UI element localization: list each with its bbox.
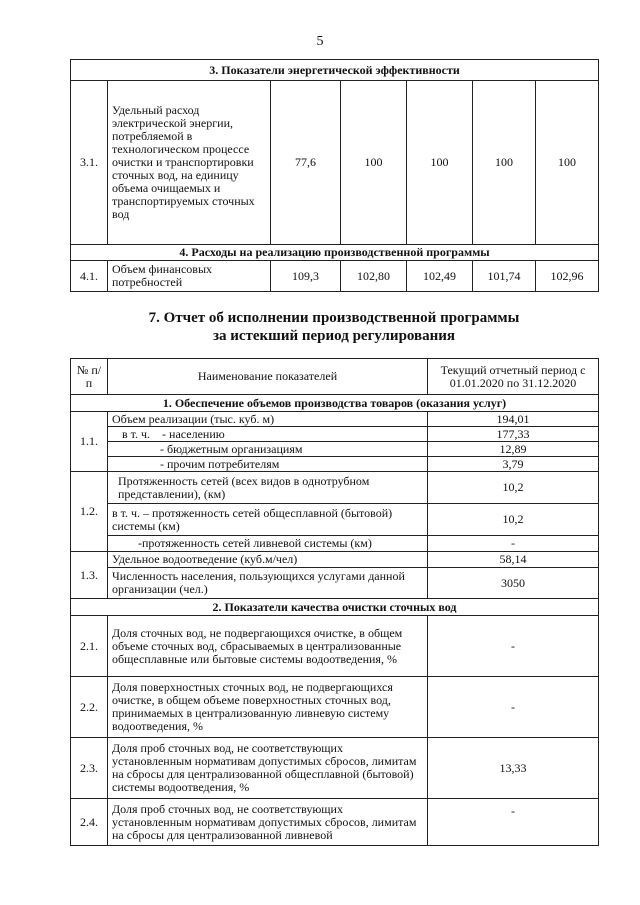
- section-title-line-2: за истекший период регулирования: [212, 328, 456, 344]
- row-2-1-value: -: [428, 616, 599, 677]
- row-2-2-number: 2.2.: [71, 677, 108, 738]
- row-2-3-name: Доля проб сточных вод, не соответствующих установленным нормативам допустимых сбросов, лимитам на сбросы для централизованной общесплавной (бытовой) системы водоотведения, %: [108, 738, 428, 799]
- row-3-1-name: Удельный расход электрической энергии, потребляемой в технологическом процессе очистки и транспортировки сточных вод, на единицу объема очищаемых и транспортируемых сточных вод: [108, 81, 271, 245]
- row-1-3-specific-value: 58,14: [428, 552, 599, 568]
- section-3-header: 3. Показатели энергетической эффективности: [71, 60, 599, 81]
- row-1-2-storm-length-name: -протяженность сетей ливневой системы (км): [108, 536, 428, 552]
- header-name: Наименование показателей: [108, 359, 428, 395]
- row-4-1-name: Объем финансовых потребностей: [108, 261, 271, 292]
- row-2-4-value: -: [428, 799, 599, 846]
- row-1-1-budget-value: 12,89: [428, 442, 599, 457]
- row-1-2-network-length-value: 10,2: [428, 472, 599, 504]
- header-number: № п/п: [71, 359, 108, 395]
- row-2-1-number: 2.1.: [71, 616, 108, 677]
- row-1-1-other-value: 3,79: [428, 457, 599, 472]
- energy-efficiency-table: [70, 59, 599, 292]
- section-title-line-1: 7. Отчет об исполнении производственной программы: [148, 310, 520, 326]
- program-report-table: [70, 358, 599, 846]
- row-1-1-sales-value: 194,01: [428, 412, 599, 427]
- row-3-1-value-4: 100: [473, 81, 536, 245]
- row-3-1-value-2: 100: [341, 81, 407, 245]
- row-4-1-value-5: 102,96: [536, 261, 599, 292]
- row-1-1-sales-name: Объем реализации (тыс. куб. м): [108, 412, 428, 427]
- row-1-2-sewer-length-value: 10,2: [428, 504, 599, 536]
- row-1-1-budget-name: - бюджетным организациям: [108, 442, 428, 457]
- row-1-2-storm-length-value: -: [428, 536, 599, 552]
- row-4-1-number: 4.1.: [71, 261, 108, 292]
- section-1-header: 1. Обеспечение объемов производства товаров (оказания услуг): [71, 395, 599, 412]
- row-1-3-number: 1.3.: [71, 552, 108, 599]
- row-2-2-value: -: [428, 677, 599, 738]
- row-4-1-value-1: 109,3: [271, 261, 341, 292]
- row-2-1-name: Доля сточных вод, не подвергающихся очистке, в общем объеме сточных вод, сбрасываемых в централизованные общесплавные или бытовые системы водоотведения, %: [108, 616, 428, 677]
- row-2-4-number: 2.4.: [71, 799, 108, 846]
- row-2-2-name: Доля поверхностных сточных вод, не подвергающихся очистке, в общем объеме поверхностных сточных вод, принимаемых в централизованную ливневую систему водоотведения, %: [108, 677, 428, 738]
- section-4-header: 4. Расходы на реализацию производственной программы: [71, 245, 599, 261]
- row-4-1-value-3: 102,49: [407, 261, 473, 292]
- row-1-1-other-name: - прочим потребителям: [108, 457, 428, 472]
- row-1-2-number: 1.2.: [71, 472, 108, 552]
- row-1-1-population-name: в т. ч. - населению: [108, 427, 428, 442]
- row-3-1-number: 3.1.: [71, 81, 108, 245]
- page-number: 5: [316, 34, 324, 49]
- row-3-1-value-5: 100: [536, 81, 599, 245]
- row-3-1-value-1: 77,6: [271, 81, 341, 245]
- row-4-1-value-4: 101,74: [473, 261, 536, 292]
- row-1-1-population-value: 177,33: [428, 427, 599, 442]
- row-1-2-sewer-length-name: в т. ч. – протяженность сетей общесплавной (бытовой) системы (км): [108, 504, 428, 536]
- row-1-3-population-value: 3050: [428, 568, 599, 599]
- row-2-4-name: Доля проб сточных вод, не соответствующих установленным нормативам допустимых сбросов, лимитам на сбросы для централизованной ливневой: [108, 799, 428, 846]
- section-2-header: 2. Показатели качества очистки сточных вод: [71, 599, 599, 616]
- header-period: Текущий отчетный период с 01.01.2020 по 31.12.2020: [428, 359, 599, 395]
- row-2-3-value: 13,33: [428, 738, 599, 799]
- row-1-3-specific-name: Удельное водоотведение (куб.м/чел): [108, 552, 428, 568]
- section-title: [0, 309, 640, 345]
- row-3-1-value-3: 100: [407, 81, 473, 245]
- row-2-3-number: 2.3.: [71, 738, 108, 799]
- row-4-1-value-2: 102,80: [341, 261, 407, 292]
- row-1-3-population-name: Численность населения, пользующихся услугами данной организации (чел.): [108, 568, 428, 599]
- row-1-1-number: 1.1.: [71, 412, 108, 472]
- row-1-2-network-length-name: Протяженность сетей (всех видов в однотрубном представлении), (км): [108, 472, 428, 504]
